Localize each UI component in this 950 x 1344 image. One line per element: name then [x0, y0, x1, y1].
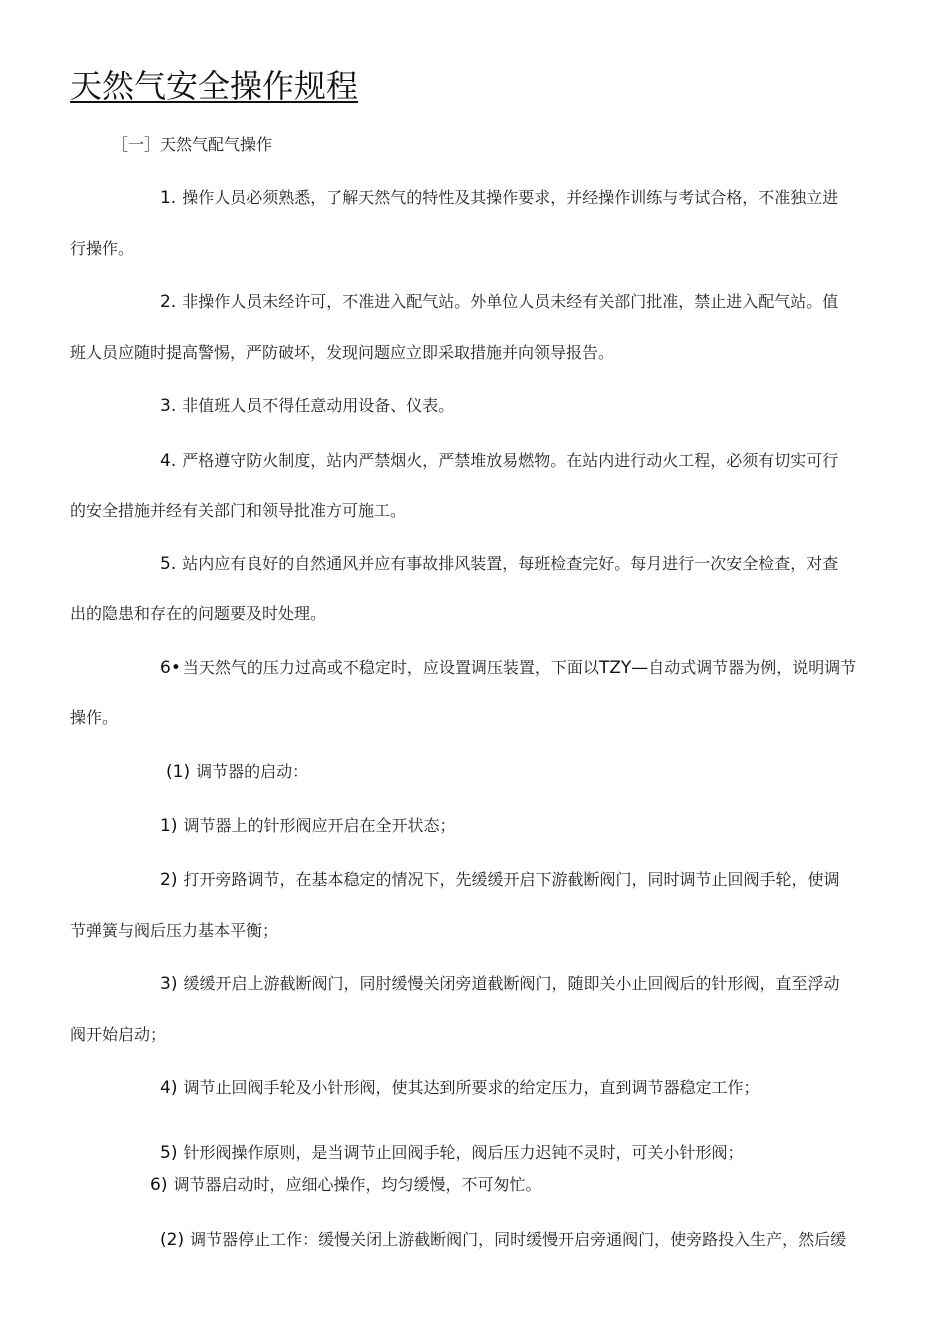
subsection-number: (1): [166, 762, 191, 782]
model-code: TZY—: [598, 658, 649, 678]
paragraph-5-line-2: 出的隐患和存在的问题要及时处理。: [70, 604, 327, 623]
item-number: 6•: [160, 658, 181, 678]
section-heading: ［一］天然气配气操作: [112, 135, 273, 154]
paragraph-4-line-2: 的安全措施并经有关部门和领导批准方可施工。: [70, 501, 407, 520]
step-number: 1): [160, 816, 178, 836]
step-2-line-2: 节弹簧与阀后压力基本平衡；: [70, 921, 279, 940]
step-number: 3): [160, 974, 178, 994]
item-number: 1.: [160, 188, 177, 208]
subsection-1-heading: (1) 调节器的启动：: [166, 762, 309, 782]
item-number: 5.: [160, 554, 177, 574]
item-number: 4.: [160, 451, 177, 471]
paragraph-3-line-1: 3. 非值班人员不得任意动用设备、仪表。: [160, 396, 455, 416]
step-2-line-1: 2) 打开旁路调节，在基本稳定的情况下，先缓缓开启下游截断阀门，同时调节止回阀手轮，使调: [160, 870, 840, 890]
step-1-line-1: 1) 调节器上的针形阀应开启在全开状态；: [160, 816, 456, 836]
paragraph-2-line-2: 班人员应随时提高警惕，严防破坏，发现问题应立即采取措施并向领导报告。: [70, 343, 615, 362]
paragraph-5-line-1: 5. 站内应有良好的自然通风并应有事故排风装置，每班检查完好。每月进行一次安全检查，对查: [160, 554, 839, 574]
paragraph-6-line-1: 6• 当天然气的压力过高或不稳定时，应设置调压装置，下面以TZY—自动式调节器为例，说明调节: [160, 658, 857, 678]
step-5-line-1: 5) 针形阀操作原则，是当调节止回阀手轮，阀后压力迟钝不灵时，可关小针形阀；: [160, 1143, 744, 1163]
step-3-line-2: 阀开始启动；: [70, 1025, 167, 1044]
subsection-number: (2): [160, 1230, 185, 1250]
step-number: 6): [150, 1175, 168, 1195]
paragraph-2-line-1: 2. 非操作人员未经许可，不准进入配气站。外单位人员未经有关部门批准，禁止进入配气站。值: [160, 292, 839, 312]
paragraph-4-line-1: 4. 严格遵守防火制度，站内严禁烟火，严禁堆放易燃物。在站内进行动火工程，必须有切实可行: [160, 451, 839, 471]
paragraph-1-line-1: 1. 操作人员必须熟悉，了解天然气的特性及其操作要求，并经操作训练与考试合格，不准独立进: [160, 188, 839, 208]
step-number: 2): [160, 870, 178, 890]
step-number: 4): [160, 1078, 178, 1098]
document-title: 天然气安全操作规程: [70, 67, 359, 105]
step-number: 5): [160, 1143, 178, 1163]
item-number: 2.: [160, 292, 177, 312]
step-6-line-1: 6) 调节器启动时，应细心操作，均匀缓慢，不可匆忙。: [150, 1175, 542, 1195]
paragraph-1-line-2: 行操作。: [70, 239, 135, 258]
item-number: 3.: [160, 396, 177, 416]
step-4-line-1: 4) 调节止回阀手轮及小针形阀，使其达到所要求的给定压力，直到调节器稳定工作；: [160, 1078, 760, 1098]
step-3-line-1: 3) 缓缓开启上游截断阀门，同肘缓慢关闭旁道截断阀门，随即关小止回阀后的针形阀，直至浮动: [160, 974, 840, 994]
subsection-2-heading: (2) 调节器停止工作：缓慢关闭上游截断阀门，同时缓慢开启旁通阀门，使旁路投入生产，然后缓: [160, 1230, 847, 1250]
paragraph-6-line-2: 操作。: [70, 708, 119, 727]
